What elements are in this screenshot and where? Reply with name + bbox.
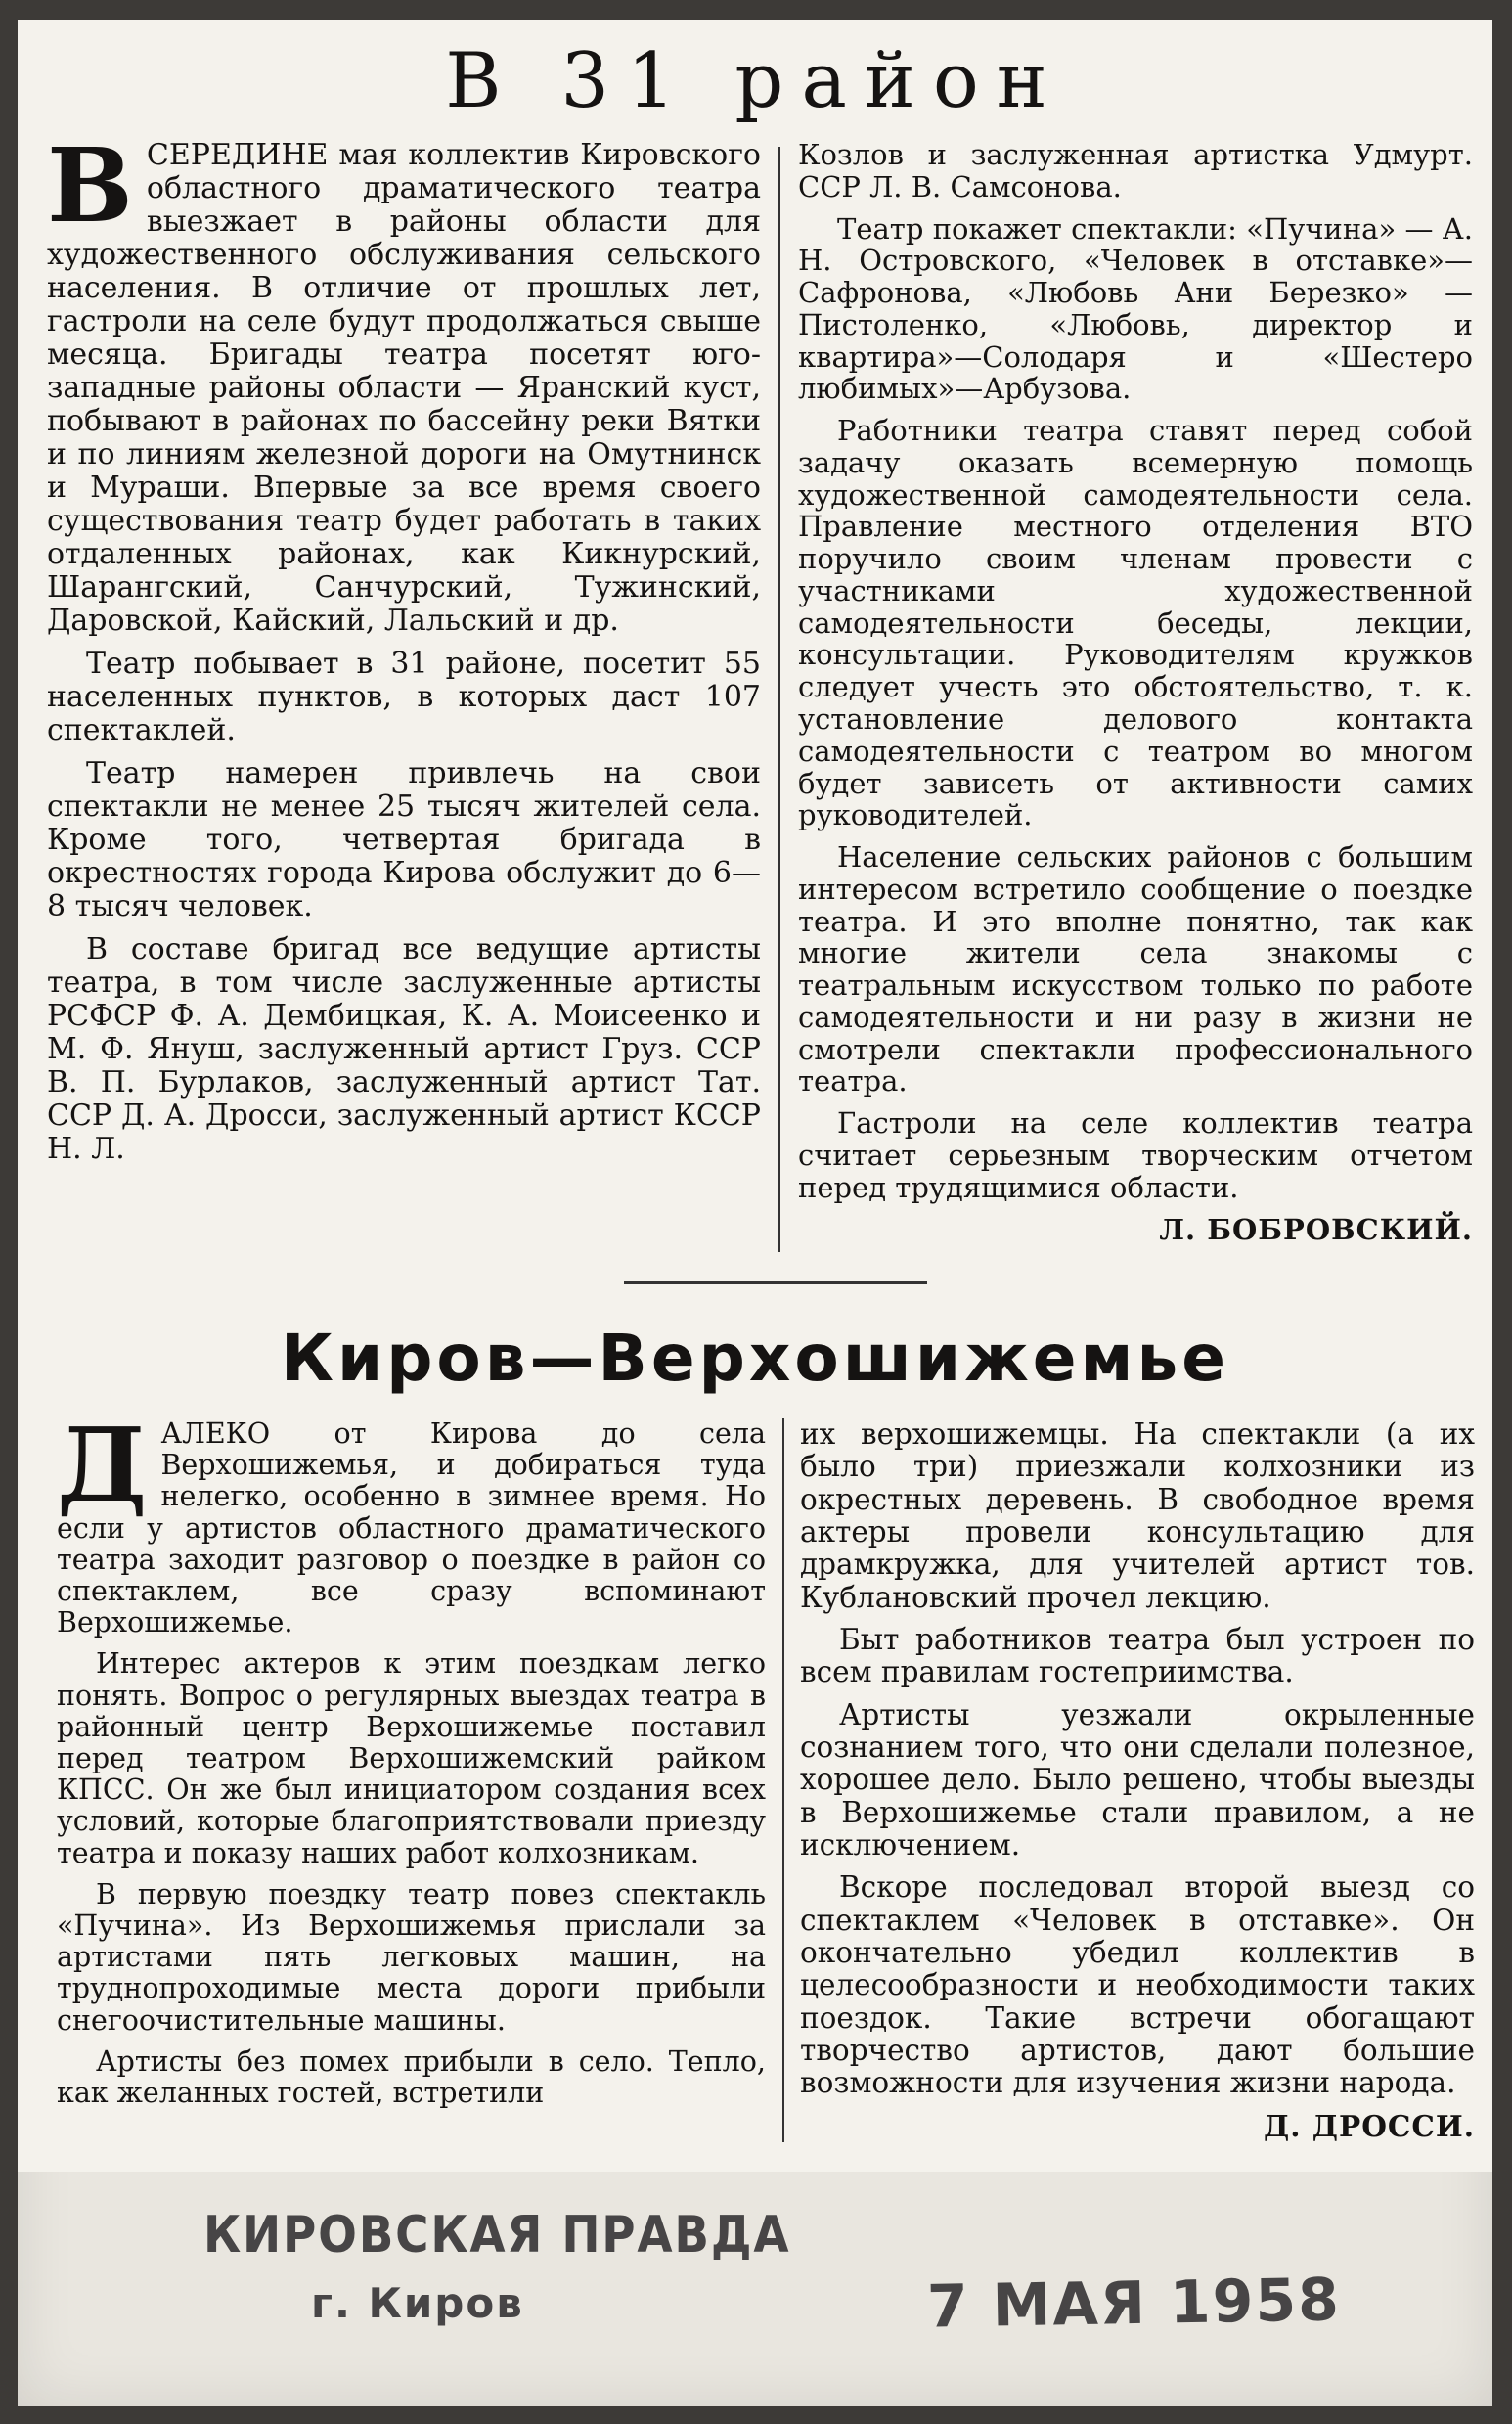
paragraph: Артисты уезжали окрыленные сознанием того, что они сделали полезное, хорошее дело. Было решено, чтобы выезды в Верхошижемье стали правилом, а не исключением.: [800, 1697, 1475, 1862]
article-1-column-1: [47, 125, 761, 1176]
paragraph: Население сельских районов с большим интересом встретило сообщение о поездке театра. И это вполне понятно, так как многие жители села знакомы с театральным искусством только по работе самодеятельности и ни разу в жизни не смотрели спектакли профессионального театра.: [798, 840, 1473, 1099]
newspaper-clipping: [18, 20, 1492, 2172]
paragraph: В первую поездку театр повез спектакль «Пучина». Из Верхошижемья прислали за артистами пять легковых машин, на труднопроходимые места дороги прибыли снегоочистительные машины.: [57, 1877, 766, 2037]
paragraph: В составе бригад все ведущие артисты театра, в том числе заслуженные артисты РСФСР Ф. А. Дембицкая, К. А. Моисеенко и М. Ф. Януш, заслуженный артист Груз. ССР В. П. Бурлаков, заслуженный артист Тат. ССР Д. А. Дросси, заслуженный артист КССР Н. Л.: [47, 932, 761, 1166]
paragraph: Интерес актеров к этим поездкам легко понять. Вопрос о регулярных выездах театра в районный центр Верхошижемье поставил перед театром Верхошижемский райком КПСС. Он же был инициатором создания всех условий, которые благоприятствовали приезду театра и показу наших работ колхозникам.: [57, 1647, 766, 1869]
article-2-title: Киров—Верхошижемье: [281, 1321, 1229, 1396]
article-1-dropcap: В: [47, 125, 133, 246]
article-1-signature: Л. БОБРОВСКИЙ.: [1159, 1212, 1473, 1246]
article-1-title: В 31 район: [445, 37, 1065, 125]
paragraph: Артисты без помех прибыли в село. Тепло, как желанных гостей, встретили: [57, 2044, 766, 2110]
paper-sheet: [18, 20, 1492, 2406]
section-divider: [624, 1281, 927, 1284]
newspaper-name-stamp: КИРОВСКАЯ ПРАВДА: [203, 2206, 791, 2265]
paragraph: АЛЕКО от Кирова до села Верхошижемья, и добираться туда нелегко, особенно в зимнее время. Но если у артистов областного драматического театра заходит разговор о поездке в район со спектаклем, все сразу вспоминают Верхошижемье.: [57, 1417, 766, 1639]
article-2-dropcap: Д: [57, 1405, 148, 1525]
paragraph: Быт работников театра был устроен по всем правилам гостеприимства.: [800, 1622, 1475, 1689]
city-stamp: г. Киров: [311, 2279, 524, 2327]
date-stamp: 7 МАЯ 1958: [926, 2266, 1342, 2342]
paragraph: Козлов и заслуженная артистка Удмурт. ССР Л. В. Самсонова.: [798, 138, 1473, 203]
paragraph: СЕРЕДИНЕ мая коллектив Кировского областного драматического театра выезжает в районы области для художественного обслуживания сельского населения. В отличие от прошлых лет, гастроли на селе будут продолжаться свыше месяца. Бригады театра посетят юго-западные районы области — Яранский куст, побывают в районах по бассейну реки Вятки и по линиям железной дороги на Омутнинск и Мураши. Впервые за все время своего существования театр будет работать в таких отдаленных районах, как Кикнурский, Шарангский, Санчурский, Тужинский, Даровской, Кайский, Лальский и др.: [47, 138, 761, 638]
paragraph: Театр покажет спектакли: «Пучина» — А. Н. Островского, «Человек в отставке»—Сафронова, «Любовь Ани Березко» — Пистоленко, «Любовь, директор и квартира»—Солодаря и «Шестеро любимых»—Арбузова.: [798, 211, 1473, 406]
paragraph: Театр намерен привлечь на свои спектакли не менее 25 тысяч жителей села. Кроме того, четвертая бригада в окрестностях города Кирова обслужит до 6—8 тысяч человек.: [47, 756, 761, 923]
paragraph: Работники театра ставят перед собой задачу оказать всемерную помощь художественной самодеятельности села. Правление местного отделения ВТО поручило своим членам провести с участниками художественной самодеятельности беседы, лекции, консультации. Руководителям кружков следует учесть это обстоятельство, т. к. установление делового контакта самодеятельности с театром во многом будет зависеть от активности самих руководителей.: [798, 414, 1473, 832]
paragraph: их верхошижемцы. На спектакли (а их было три) приезжали колхозники из окрестных деревень. В свободное время актеры провели консультацию для драмкружка, для учителей артист тов. Кублановский прочел лекцию.: [800, 1417, 1475, 1614]
paragraph: Театр побывает в 31 районе, посетит 55 населенных пунктов, в которых даст 107 спектаклей.: [47, 647, 761, 747]
column-divider: [782, 1418, 784, 2142]
article-2-column-2: [800, 1418, 1475, 2152]
article-2-signature: Д. ДРОССИ.: [1264, 2108, 1475, 2143]
column-divider: [778, 147, 780, 1252]
paragraph: Гастроли на селе коллектив театра считает серьезным творческим отчетом перед трудящимися области.: [798, 1106, 1473, 1204]
article-2-column-1: [57, 1405, 766, 2119]
article-1-column-2: [798, 139, 1473, 1255]
paragraph: Вскоре последовал второй выезд со спектаклем «Человек в отставке». Он окончательно убедил коллектив в целесообразности и необходимости таких поездок. Такие встречи обогащают творчество артистов, дают большие возможности для изучения жизни народа.: [800, 1870, 1475, 2100]
